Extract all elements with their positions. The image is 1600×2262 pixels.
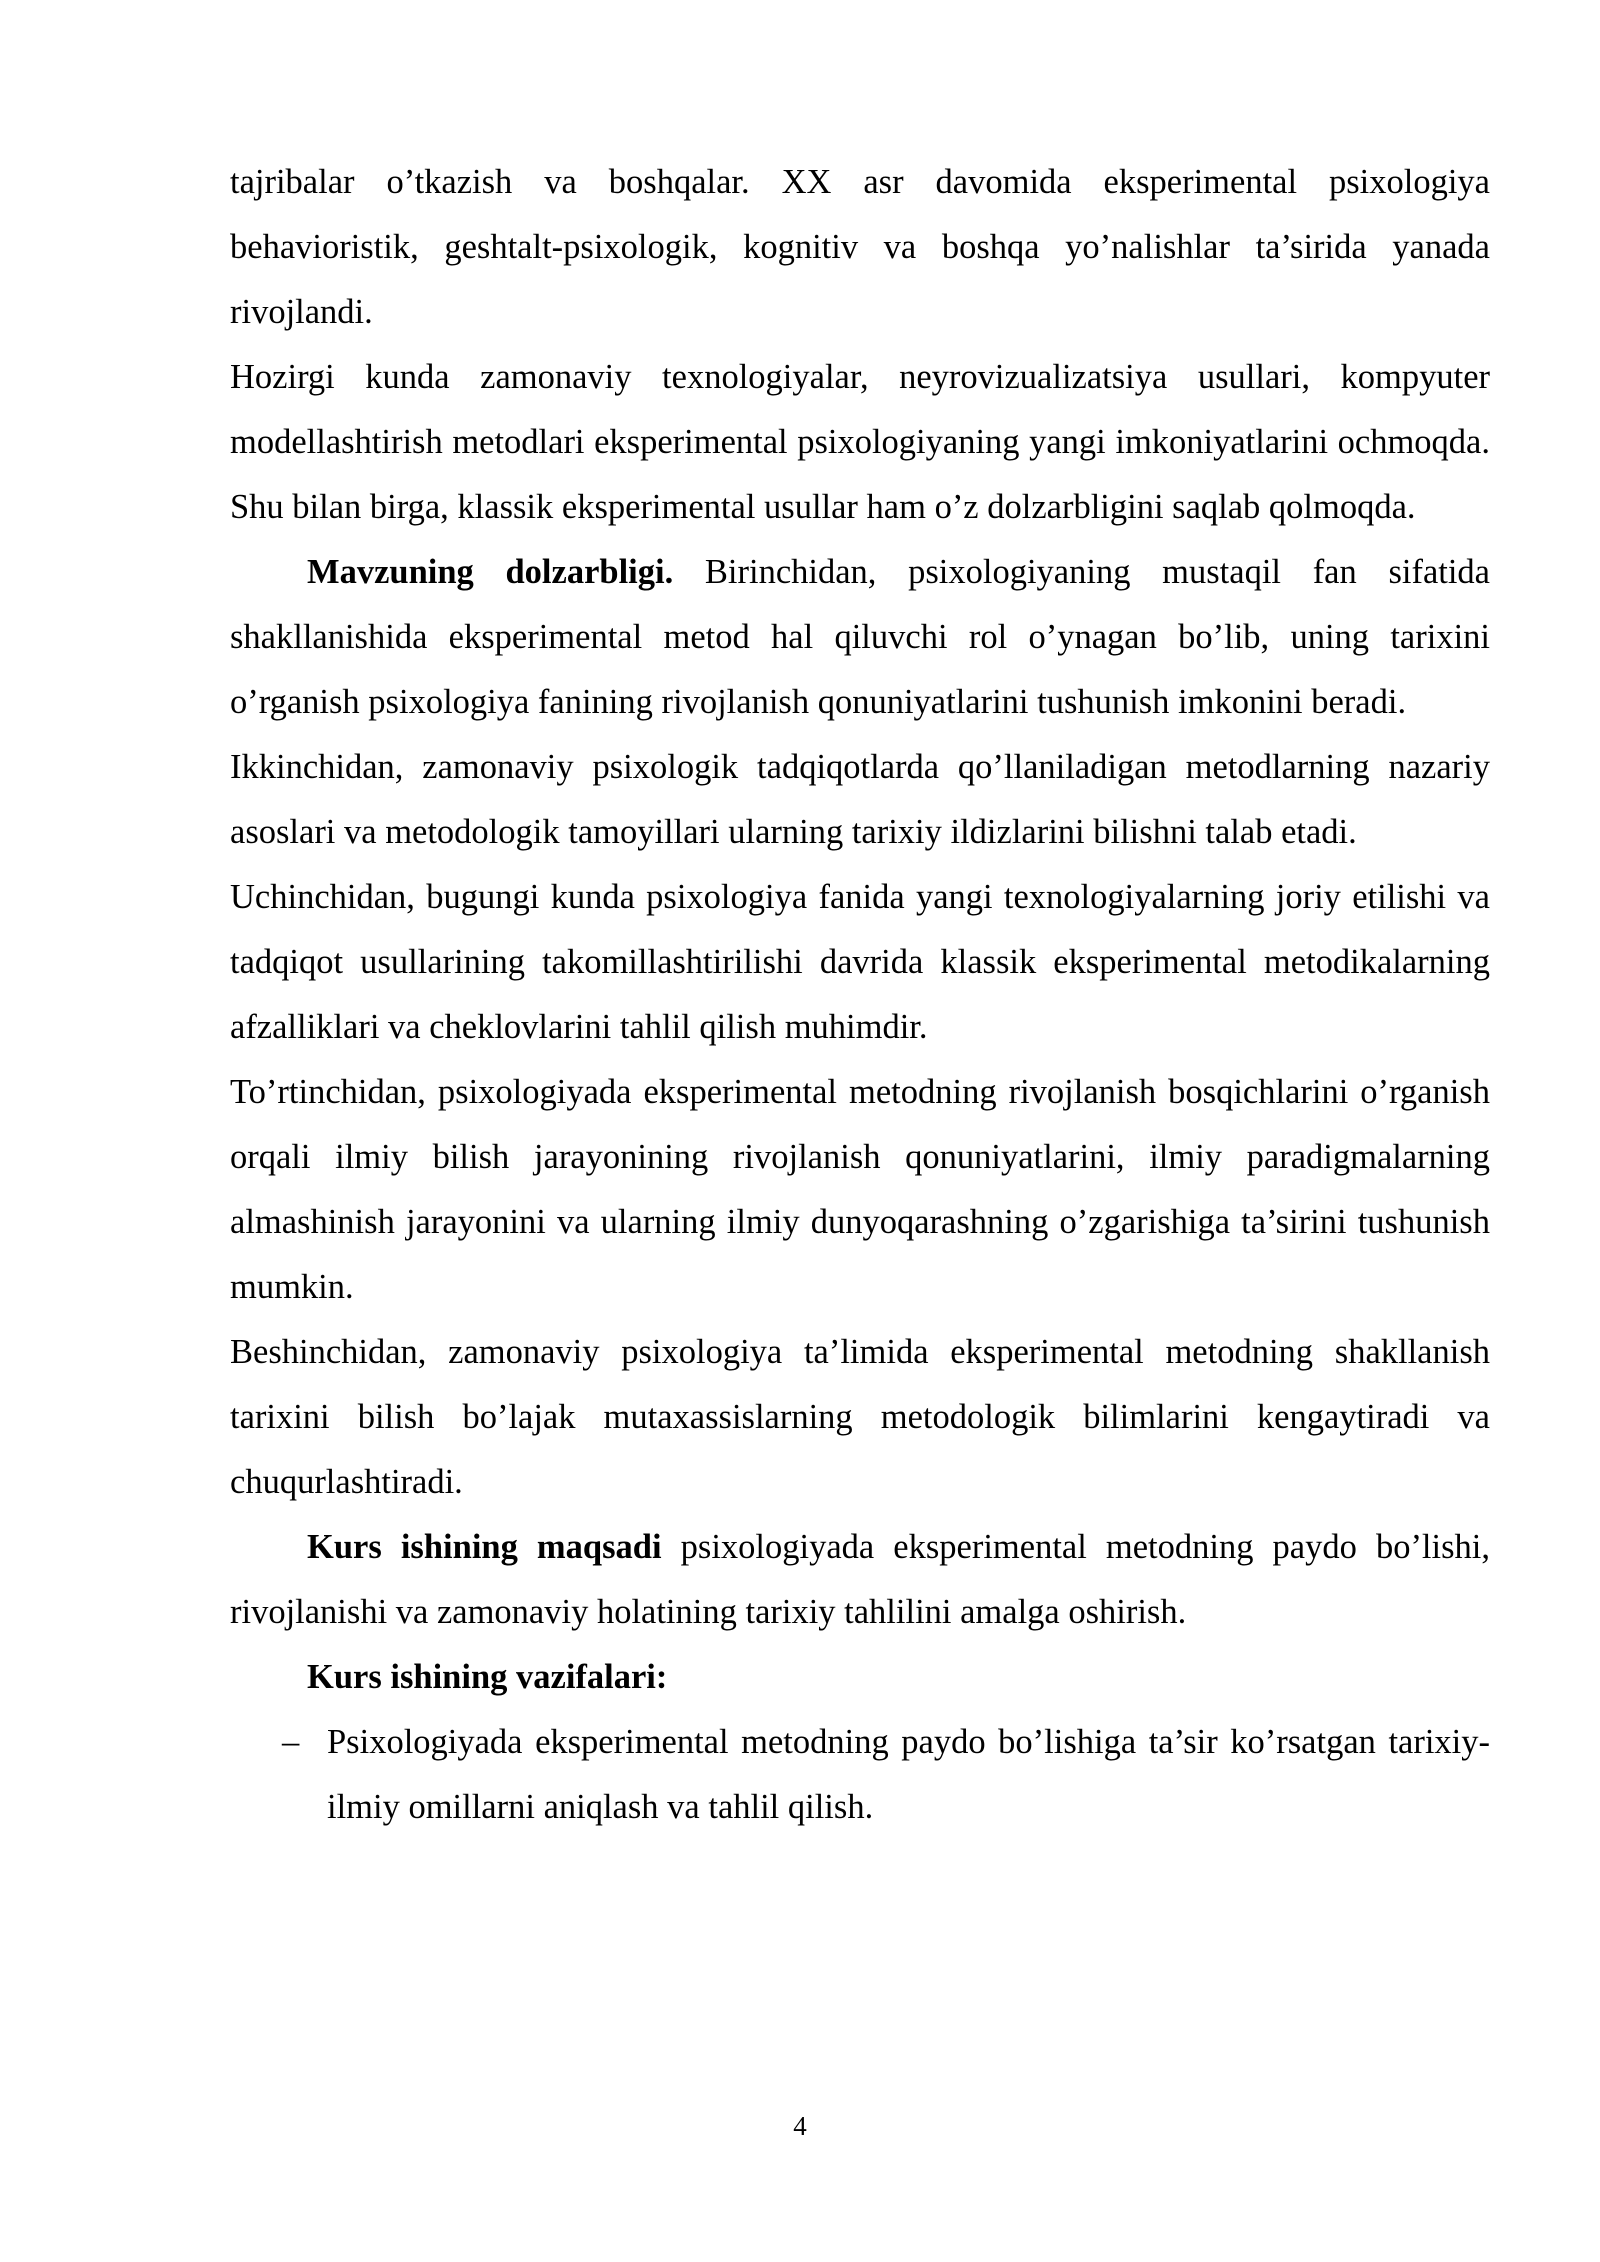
paragraph-third-reason: Uchinchidan, bugungi kunda psixologiya fanida yangi texnologiyalarning joriy etilishi va tadqiqot usullarining takomillashtirilishi davrida klassik eksperimental metodikalarning afzalliklari va cheklovlarini tahlil qilish muhimdir. [230, 878, 1490, 1046]
list-item-text: Psixologiyada eksperimental metodning paydo bo’lishiga ta’sir ko’rsatgan tarixiy-ilmiy omillarni aniqlash va tahlil qilish. [327, 1723, 1490, 1826]
relevance-heading: Mavzuning dolzarbligi. [307, 553, 674, 591]
list-dash-marker: – [282, 1723, 300, 1761]
page-number: 4 [793, 2111, 807, 2141]
paragraph-course-goal [230, 1515, 1490, 1645]
paragraph-fifth-reason: Beshinchidan, zamonaviy psixologiya ta’limida eksperimental metodning shakllanish tarixini bilish bo’lajak mutaxassislarning metodologik bilimlarini kengaytiradi va chuqurlashtiradi. [230, 1333, 1490, 1501]
paragraph-fourth-reason: To’rtinchidan, psixologiyada eksperimental metodning rivojlanish bosqichlarini o’rganish orqali ilmiy bilish jarayonining rivojlanish qonuniyatlarini, ilmiy paradigmalarning almashinish jarayonini va ularning ilmiy dunyoqarashning o’zgarishiga ta’sirini tushunish mumkin. [230, 1073, 1490, 1306]
paragraph-second-reason: Ikkinchidan, zamonaviy psixologik tadqiqotlarda qo’llaniladigan metodlarning nazariy asoslari va metodologik tamoyillari ularning tarixiy ildizlarini bilishni talab etadi. [230, 748, 1490, 851]
body-text [230, 150, 1490, 1840]
paragraph-relevance [230, 540, 1490, 735]
paragraph-intro-continuation: tajribalar o’tkazish va boshqalar. XX asr davomida eksperimental psixologiya behavioristik, geshtalt-psixologik, kognitiv va boshqa yo’nalishlar ta’sirida yanada rivojlandi. [230, 163, 1490, 331]
relevance-text: Birinchidan, psixologiyaning mustaqil fan sifatida shakllanishida eksperimental metod hal qiluvchi rol o’ynagan bo’lib, uning tarixini o’rganish psixologiya fanining rivojlanish qonuniyatlarini tushunish imkonini beradi. [230, 553, 1490, 721]
course-goal-heading: Kurs ishining maqsadi [307, 1528, 662, 1566]
list-item [230, 1710, 1490, 1840]
course-tasks-heading: Kurs ishining vazifalari: [307, 1658, 668, 1696]
course-goal-text: psixologiyada eksperimental metodning paydo bo’lishi, rivojlanishi va zamonaviy holatining tarixiy tahlilini amalga oshirish. [230, 1528, 1490, 1631]
paragraph-modern-technologies: Hozirgi kunda zamonaviy texnologiyalar, neyrovizualizatsiya usullari, kompyuter modellashtirish metodlari eksperimental psixologiyaning yangi imkoniyatlarini ochmoqda. Shu bilan birga, klassik eksperimental usullar ham o’z dolzarbligini saqlab qolmoqda. [230, 358, 1490, 526]
